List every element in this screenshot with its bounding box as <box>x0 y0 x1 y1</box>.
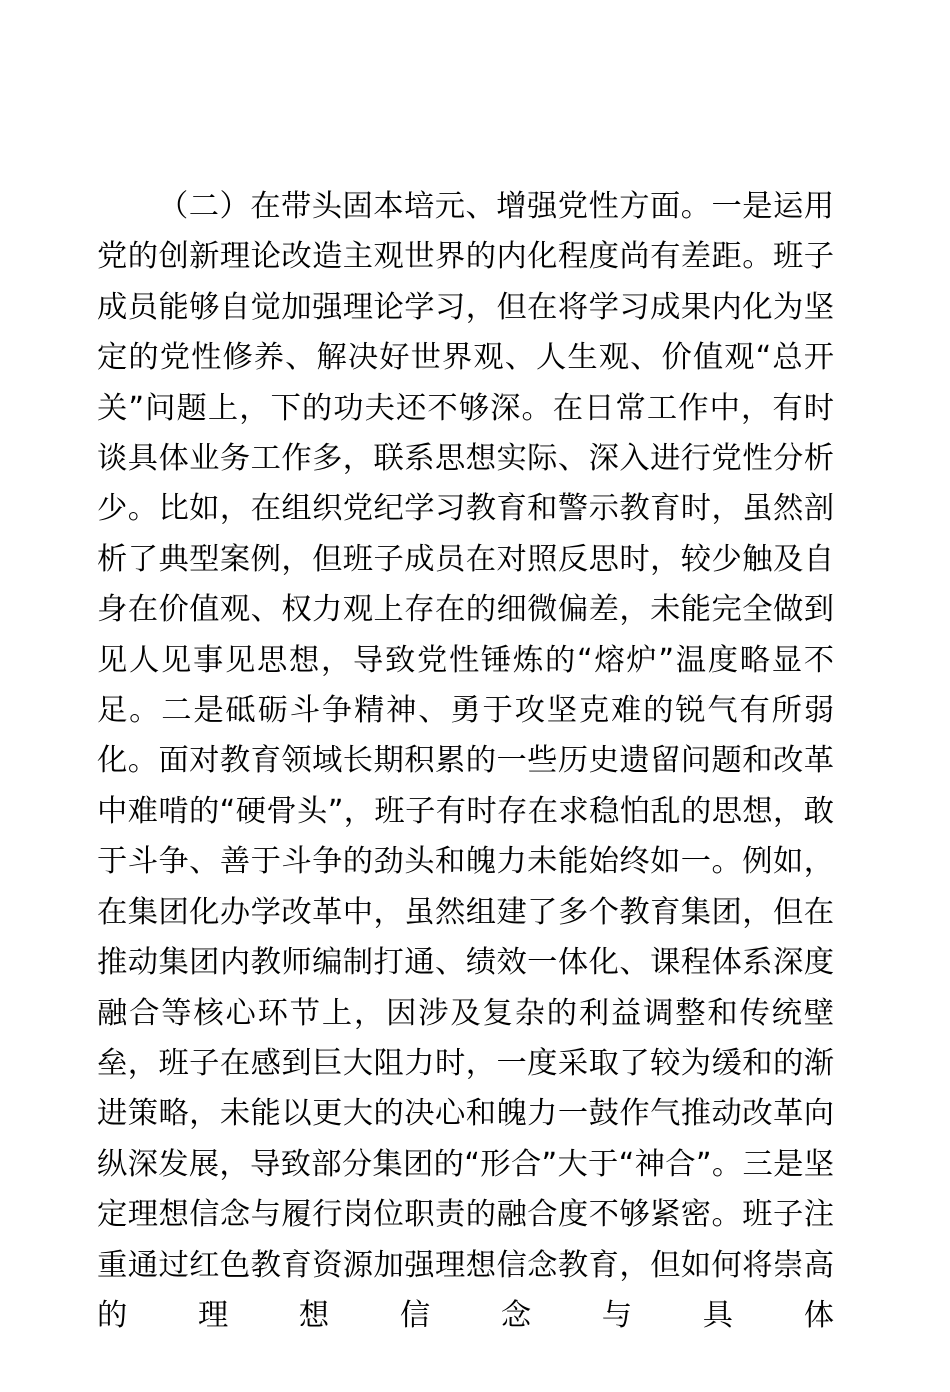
body-paragraph: （二）在带头固本培元、增强党性方面。一是运用党的创新理论改造主观世界的内化程度尚有差距。班子成员能够自觉加强理论学习，但在将学习成果内化为坚定的党性修养、解决好世界观、人生观、价值观“总开关”问题上，下的功夫还不够深。在日常工作中，有时谈具体业务工作多，联系思想实际、深入进行党性分析少。比如，在组织党纪学习教育和警示教育时，虽然剖析了典型案例，但班子成员在对照反思时，较少触及自身在价值观、权力观上存在的细微偏差，未能完全做到见人见事见思想，导致党性锤炼的“熔炉”温度略显不足。二是砥砺斗争精神、勇于攻坚克难的锐气有所弱化。面对教育领域长期积累的一些历史遗留问题和改革中难啃的“硬骨头”，班子有时存在求稳怕乱的思想，敢于斗争、善于斗争的劲头和魄力未能始终如一。例如，在集团化办学改革中，虽然组建了多个教育集团，但在推动集团内教师编制打通、绩效一体化、课程体系深度融合等核心环节上，因涉及复杂的利益调整和传统壁垒，班子在感到巨大阻力时，一度采取了较为缓和的渐进策略，未能以更大的决心和魄力一鼓作气推动改革向纵深发展，导致部分集团的“形合”大于“神合”。三是坚定理想信念与履行岗位职责的融合度不够紧密。班子注重通过红色教育资源加强理想信念教育，但如何将崇高的理想信念与具体 <box>97 189 834 1333</box>
page-text-body <box>97 182 834 1392</box>
